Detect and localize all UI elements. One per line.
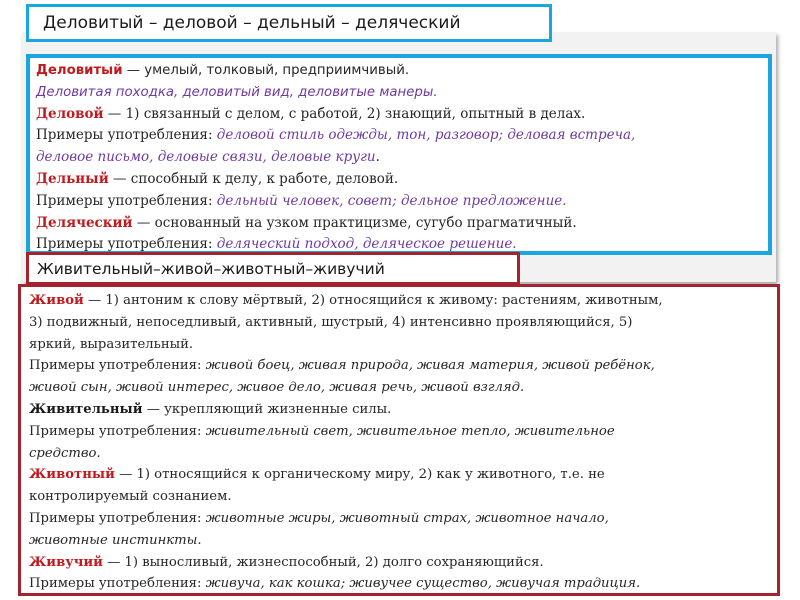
examples-zhivotny-2: животные инстинкты. bbox=[29, 532, 202, 548]
examples-delny: дельный человек, совет; дельное предложение. bbox=[216, 192, 567, 209]
examples-delyachesky: деляческий подход, деляческое решение. bbox=[216, 236, 517, 253]
term-zhivitelny: Живительный bbox=[29, 401, 143, 417]
examples-prefix: Примеры употребления: bbox=[29, 423, 206, 439]
entry-delovity bbox=[36, 60, 762, 82]
examples-delovoy-end: . bbox=[375, 149, 380, 166]
examples-delovoy-line-2 bbox=[36, 147, 762, 169]
def-delyachesky: — основанный на узком практицизме, сугубо прагматичный. bbox=[132, 214, 577, 231]
examples-delovoy-2: деловое письмо, деловые связи, деловые круги bbox=[36, 149, 376, 166]
examples-delovoy-line-1 bbox=[36, 125, 762, 147]
term-zhivuchy: Живучий bbox=[29, 554, 103, 570]
term-delyachesky: Деляческий bbox=[36, 214, 133, 231]
def-delny: — способный к делу, к работе, деловой. bbox=[108, 170, 399, 187]
section-delovoy bbox=[26, 54, 772, 255]
example-delovity: Деловитая походка, деловитый вид, деловитые манеры. bbox=[36, 84, 438, 100]
def-zhivitelny: — укрепляющий жизненные силы. bbox=[142, 401, 392, 417]
entry-zhivitelny bbox=[29, 399, 771, 421]
term-delovity: Деловитый bbox=[36, 63, 123, 78]
examples-zhivuchy-line bbox=[29, 573, 771, 595]
examples-prefix: Примеры употребления: bbox=[29, 358, 206, 374]
term-delny: Дельный bbox=[36, 170, 109, 187]
section-zhivoy bbox=[18, 284, 780, 596]
examples-zhivitelny-2: средство. bbox=[29, 445, 101, 461]
entry-delovoy bbox=[36, 104, 762, 126]
term-zhivotny: Животный bbox=[29, 467, 115, 483]
examples-prefix: Примеры употребления: bbox=[29, 510, 206, 526]
def-zhivuchy: — 1) выносливый, жизнеспособный, 2) долго сохраняющийся. bbox=[102, 554, 544, 570]
examples-delovoy-1: деловой стиль одежды, тон, разговор; деловая встреча, bbox=[216, 127, 636, 144]
entry-zhivoy-1 bbox=[29, 290, 771, 312]
examples-zhivoy-1: живой боец, живая природа, живая материя, живой ребёнок, bbox=[205, 358, 655, 374]
entry-delny bbox=[36, 169, 762, 191]
examples-zhivitelny-1: живительный свет, живительное тепло, живительное bbox=[205, 423, 615, 439]
examples-prefix: Примеры употребления: bbox=[36, 192, 217, 209]
def-zhivotny-2: контролируемый сознанием. bbox=[29, 489, 232, 505]
examples-delny-line bbox=[36, 191, 762, 213]
term-delovoy: Деловой bbox=[36, 105, 104, 122]
entry-zhivotny-1 bbox=[29, 464, 771, 486]
examples-zhivitelny-line-1 bbox=[29, 421, 771, 443]
examples-zhivotny-1: животные жиры, животный страх, животное начало, bbox=[205, 510, 609, 526]
term-zhivoy: Живой bbox=[29, 293, 84, 308]
entry-delyachesky bbox=[36, 213, 762, 235]
def-zhivoy-2: 3) подвижный, непоседливый, активный, шустрый, 4) интенсивно проявляющийся, 5) bbox=[29, 314, 633, 330]
examples-zhivoy-line-1 bbox=[29, 355, 771, 377]
examples-zhivuchy: живуча, как кошка; живучее существо, живучая традиция. bbox=[205, 576, 641, 592]
examples-prefix: Примеры употребления: bbox=[29, 576, 206, 592]
def-delovoy: — 1) связанный с делом, с работой, 2) знающий, опытный в делах. bbox=[103, 105, 586, 122]
def-delovity: — умелый, толковый, предприимчивый. bbox=[122, 63, 410, 78]
examples-prefix: Примеры употребления: bbox=[36, 236, 217, 253]
examples-prefix: Примеры употребления: bbox=[36, 127, 217, 144]
examples-zhivotny-line-1 bbox=[29, 508, 771, 530]
def-zhivotny-1: — 1) относящийся к органическому миру, 2) как у животного, т.е. не bbox=[114, 467, 605, 483]
entry-zhivuchy bbox=[29, 552, 771, 574]
def-zhivoy-1: — 1) антоним к слову мёртвый, 2) относящийся к живому: растениям, животным, bbox=[83, 293, 663, 308]
examples-zhivoy-2: живой сын, живой интерес, живое дело, живая речь, живой взгляд. bbox=[29, 380, 525, 396]
section2-title: Живительный–живой–животный–живучий bbox=[26, 252, 520, 285]
def-zhivoy-3: яркий, выразительный. bbox=[29, 336, 194, 352]
page-title: Деловитый – деловой – дельный – деляческий bbox=[26, 4, 552, 42]
